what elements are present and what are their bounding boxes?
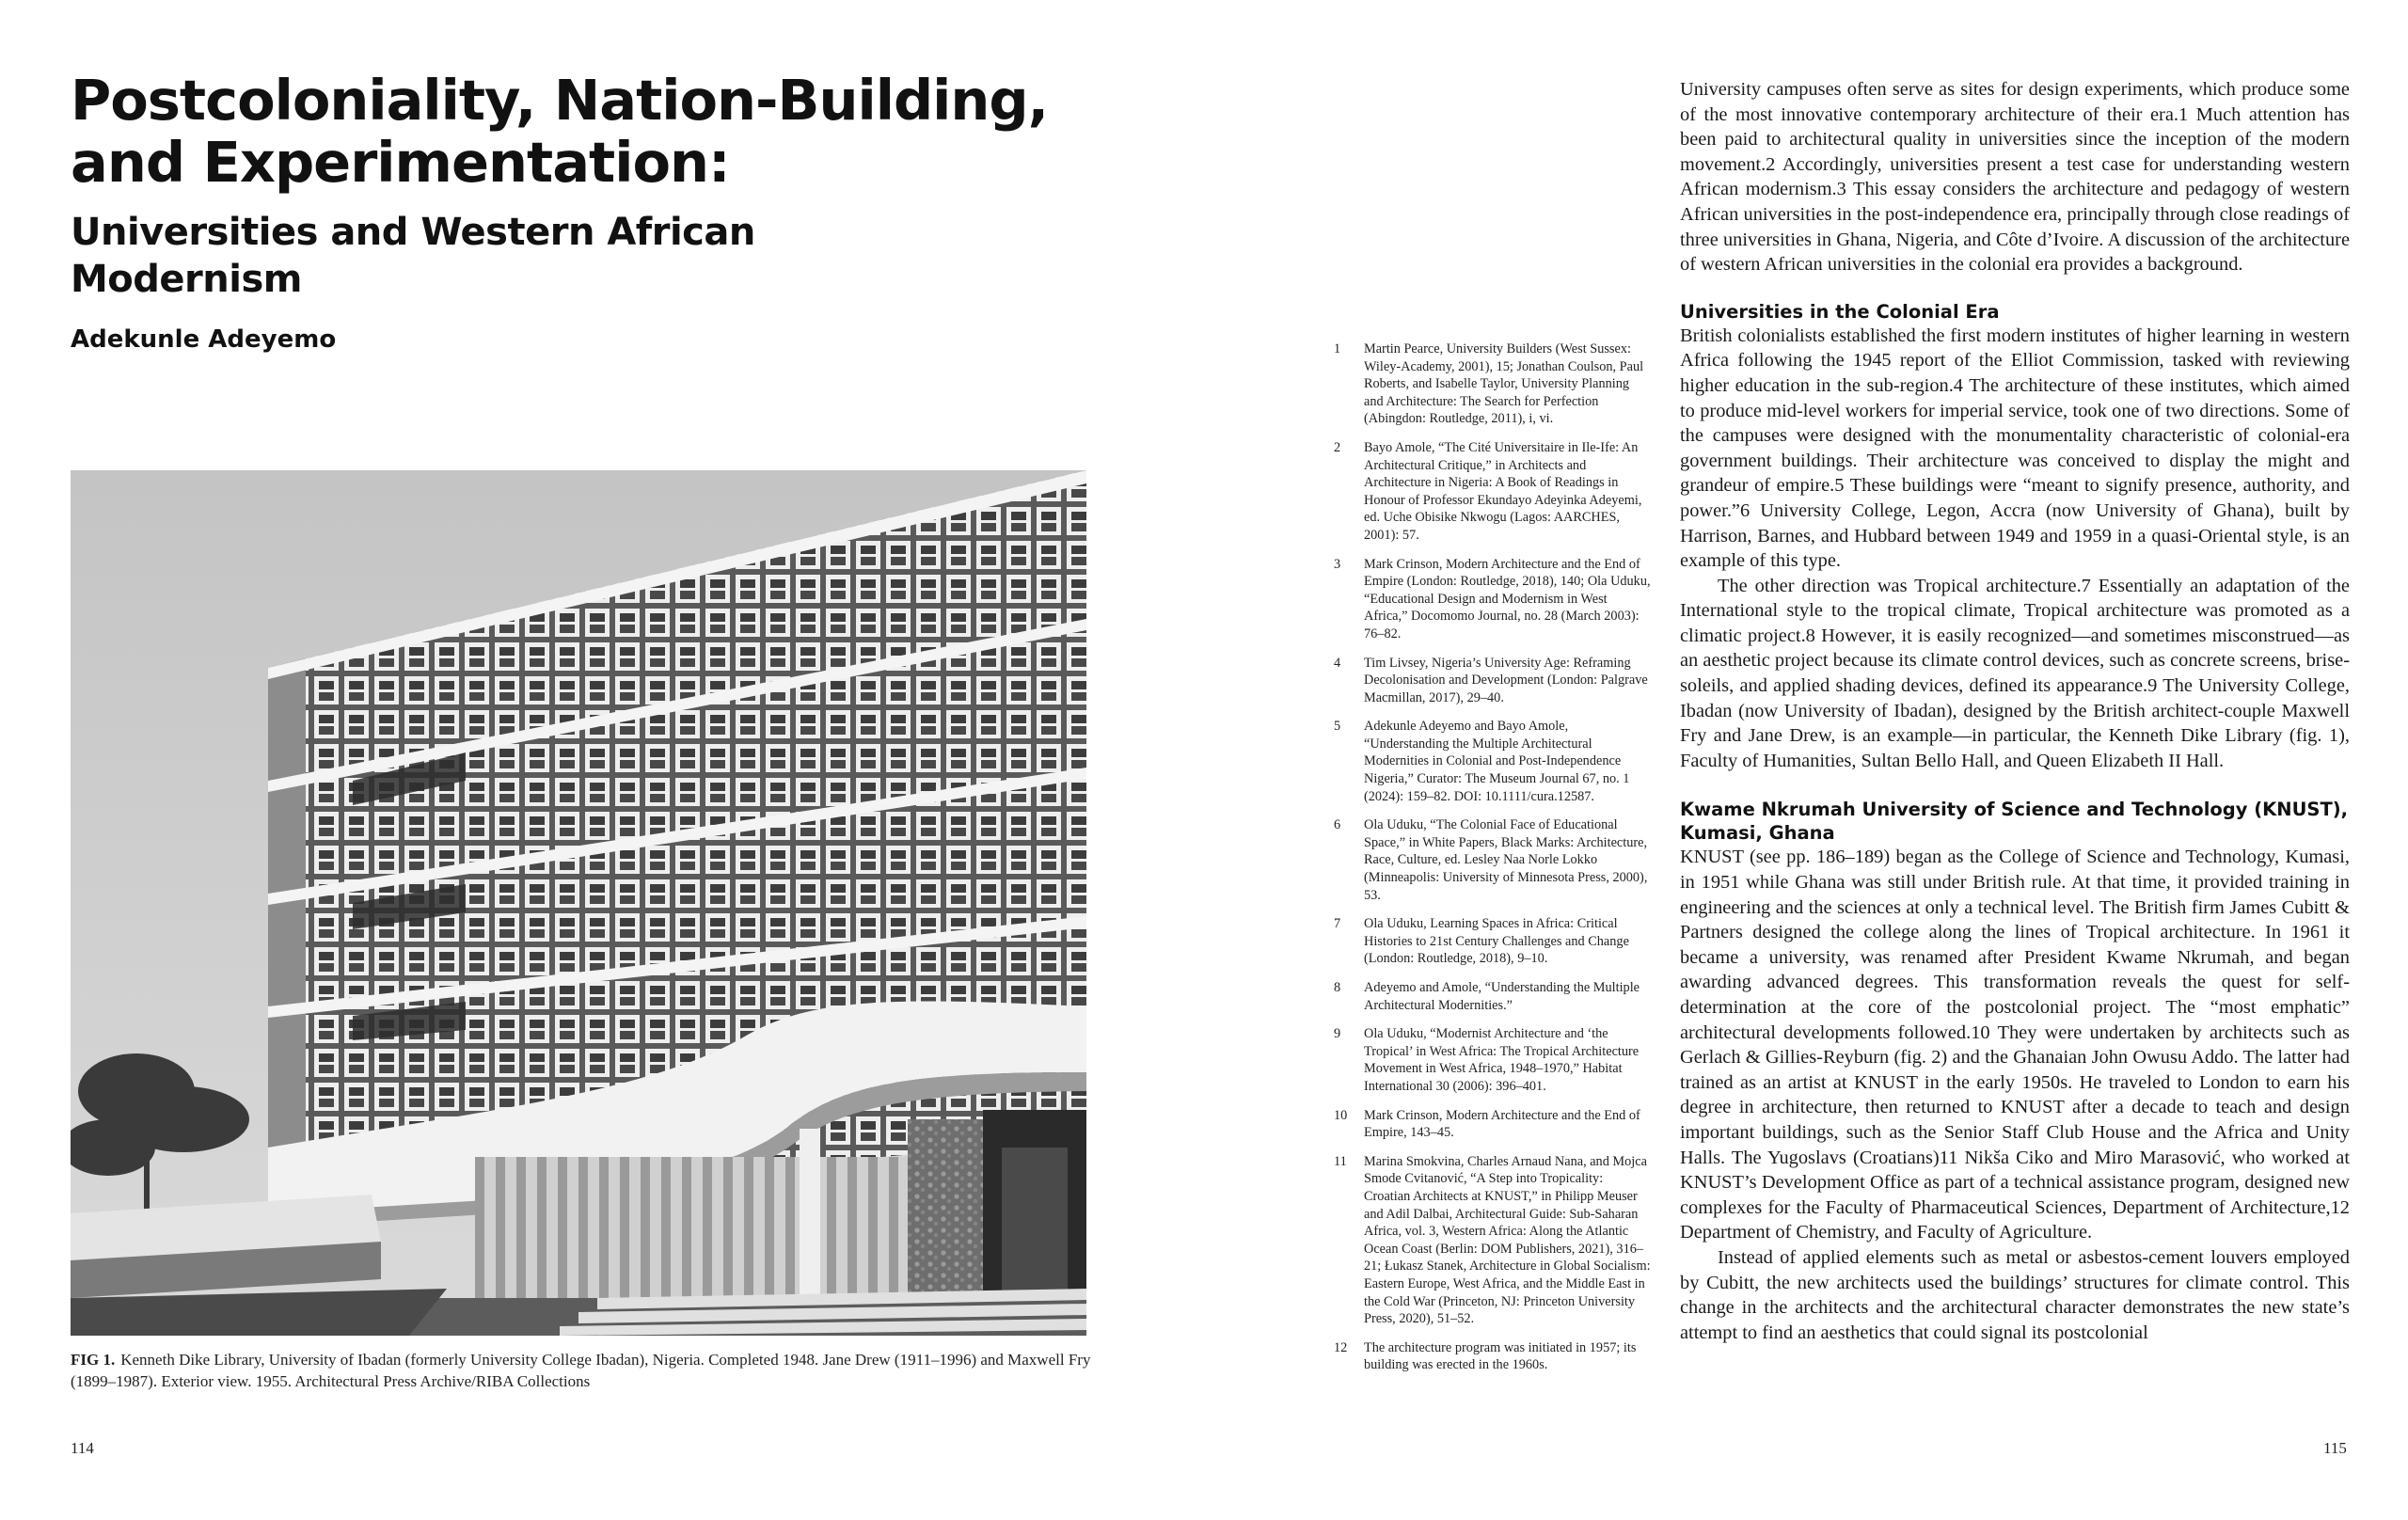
footnote <box>1334 556 1652 643</box>
footnote-number: 2 <box>1334 439 1341 455</box>
footnote-number: 11 <box>1334 1153 1347 1169</box>
footnote <box>1334 340 1652 428</box>
footnote-number: 9 <box>1334 1026 1341 1042</box>
body-column <box>1680 77 2350 1345</box>
footnote <box>1334 1339 1652 1374</box>
footnote <box>1334 439 1652 545</box>
body-paragraph: The other direction was Tropical architecture.7 Essentially an adaptation of the International style to the tropical climate, Tropical architecture was promoted as a climatic project.8 However, it is easily recognized—and sometimes misconstrued—as an aesthetic project because its climate control devices, such as concrete screens, brise-soleils, and applied shading devices, defined its appearance.9 The University College, Ibadan (now University of Ibadan), designed by the British architect-couple Maxwell Fry and Jane Drew, is an example—in particular, the Kenneth Dike Library (fig. 1), Faculty of Humanities, Sultan Bello Hall, and Queen Elizabeth II Hall. <box>1680 575 2350 771</box>
footnote-number: 3 <box>1334 556 1341 572</box>
figure-caption <box>71 1349 1096 1392</box>
footnote-text: Martin Pearce, University Builders (West Sussex: Wiley-Academy, 2001), 15; Jonathan Coulson, Paul Roberts, and Isabelle Taylor, University Planning and Architecture: The Search for Perfection (Abingdon: Routledge, 2011), i, vi. <box>1364 341 1644 427</box>
footnote <box>1334 816 1652 904</box>
footnote-text: Ola Uduku, “The Colonial Face of Educational Space,” in White Papers, Black Marks: Architecture, Race, Culture, ed. Lesley Naa Norle Lokko (Minneapolis: University of Minnesota Press, 2000), 53. <box>1364 817 1648 903</box>
footnote-text: Tim Livsey, Nigeria’s University Age: Reframing Decolonisation and Development (London: Palgrave Macmillan, 2017), 29–40. <box>1364 655 1648 705</box>
section-heading-knust: Kwame Nkrumah University of Science and Technology (KNUST), Kumasi, Ghana <box>1680 799 2349 845</box>
figure-photo-kenneth-dike-library <box>71 470 1086 1336</box>
article-title: Postcoloniality, Nation-Building, and Experimentation: <box>71 68 1049 195</box>
figure-label: FIG 1. <box>71 1351 116 1369</box>
footnote-number: 10 <box>1334 1107 1348 1123</box>
article-subtitle: Universities and Western African Modernism <box>71 211 755 301</box>
footnote-text: Ola Uduku, “Modernist Architecture and ‘the Tropical’ in West Africa: The Tropical Architecture Movement in West Africa, 1948–1970,” Habitat International 30 (2006): 396–401. <box>1364 1026 1640 1094</box>
footnote-text: Bayo Amole, “The Cité Universitaire in Ile-Ife: An Architectural Critique,” in Architects and Architecture in Nigeria: A Book of Readings in Honour of Professor Ekundayo Adeyinka Adeyemi, ed. Uche Obisike Nkwogu (Lagos: AARCHES, 2001): 57. <box>1364 439 1642 543</box>
footnote-text: Mark Crinson, Modern Architecture and the End of Empire, 143–45. <box>1364 1107 1640 1141</box>
footnote-text: Adekunle Adeyemo and Bayo Amole, “Understanding the Multiple Architectural Modernities in Colonial and Post-Independence Nigeria,” Curator: The Museum Journal 67, no. 1 (2024): 159–82. DOI: 10.1111/cura.12587. <box>1364 719 1630 804</box>
footnote-text: Ola Uduku, Learning Spaces in Africa: Critical Histories to 21st Century Challenges and Change (London: Routledge, 2018), 9–10. <box>1364 916 1629 967</box>
section-heading-colonial-era: Universities in the Colonial Era <box>1680 300 2000 323</box>
footnote-number: 1 <box>1334 341 1341 356</box>
footnote <box>1334 915 1652 968</box>
footnote <box>1334 979 1652 1014</box>
footnote-text: The architecture program was initiated in 1957; its building was erected in the 1960s. <box>1364 1339 1637 1373</box>
footnote-text: Adeyemo and Amole, “Understanding the Multiple Architectural Modernities.” <box>1364 980 1640 1013</box>
footnote-text: Marina Smokvina, Charles Arnaud Nana, and Mojca Smode Cvitanović, “A Step into Tropicality: Croatian Architects at KNUST,” in Philipp Meuser and Adil Dalbai, Architectural Guide: Sub-Saharan Africa, vol. 3, Western Africa: Along the Atlantic Ocean Coast (Berlin: DOM Publishers, 2021), 316–21; Łukasz Stanek, Architecture in Global Socialism: Eastern Europe, West Africa, and the Middle East in the Cold War (Princeton, NJ: Princeton University Press, 2020), 51–52. <box>1364 1153 1651 1327</box>
page-number-right: 115 <box>2323 1439 2347 1457</box>
footnote-number: 8 <box>1334 980 1341 995</box>
figure-caption-text: Kenneth Dike Library, University of Ibadan (formerly University College Ibadan), Nigeria. Completed 1948. Jane Drew (1911–1996) and Maxwell Fry (1899–1987). Exterior view. 1955. Architectural Press Archive/RIBA Collections <box>71 1351 1091 1390</box>
body-paragraph: Instead of applied elements such as metal or asbestos-cement louvers employed by Cubitt, the new architects used the buildings’ structures for climate control. This change in the architects and the architectural character demonstrates the new state’s attempt to find an aesthetics that could signal its postcolonial <box>1680 1246 2350 1343</box>
footnotes-list <box>1334 340 1652 1385</box>
footnote <box>1334 655 1652 707</box>
footnote <box>1334 1107 1652 1142</box>
footnote-number: 7 <box>1334 916 1341 932</box>
footnote-number: 5 <box>1334 719 1341 735</box>
footnote <box>1334 1025 1652 1095</box>
body-paragraph: British colonialists established the first modern institutes of higher learning in western Africa following the 1945 report of the Elliot Commission, tasked with reviewing higher education in the sub-region.4 The architecture of these institutes, which aimed to produce mid-level workers for imperial service, took one of two directions. Some of the campuses were designed with the monumentality characteristic of colonial-era government buildings. Their architecture was conceived to display the might and grandeur of empire.5 These buildings were “meant to signify presence, authority, and power.”6 University College, Legon, Accra (now University of Ghana), built by Harrison, Barnes, and Hubbard between 1949 and 1959 in a quasi-Oriental style, is an example of this type. <box>1680 325 2350 572</box>
footnote-number: 12 <box>1334 1339 1348 1355</box>
author-name: Adekunle Adeyemo <box>71 325 337 354</box>
footnote-number: 6 <box>1334 817 1341 833</box>
page-number-left: 114 <box>71 1439 94 1457</box>
intro-paragraph: University campuses often serve as sites for design experiments, which produce some of the most innovative contemporary architecture of their era.1 Much attention has been paid to architectural quality in universities since the inception of the modern movement.2 Accordingly, universities present a test case for understanding western African modernism.3 This essay considers the architecture and pedagogy of western African universities in the post-independence era, principally through close readings of three universities in Ghana, Nigeria, and Côte d’Ivoire. A discussion of the architecture of western African universities in the colonial era provides a background. <box>1680 79 2350 276</box>
footnote <box>1334 718 1652 805</box>
footnote-number: 4 <box>1334 655 1341 671</box>
body-paragraph: KNUST (see pp. 186–189) began as the College of Science and Technology, Kumasi, in 1951 while Ghana was still under British rule. At that time, it provided training in engineering and the sciences at only a technical level. The British firm James Cubitt & Partners designed the college along the lines of Tropical architecture. In 1961 it became a university, was renamed after President Kwame Nkrumah, and began awarding advanced degrees. This transformation reveals the quest for self-determination at the core of the postcolonial project. The “most emphatic” architectural developments followed.10 They were undertaken by architects such as Gerlach & Gillies-Reyburn (fig. 2) and the Ghanaian John Owusu Addo. The latter had trained as an artist at KNUST in the early 1950s. He traveled to London to earn his degree in architecture, then returned to KNUST after a decade to teach and design important buildings, such as the Senior Staff Club House and the Africa and Unity Halls. The Yugoslavs (Croatians)11 Nikša Ciko and Miro Marasović, who worked at KNUST’s Development Office as part of a technical assistance program, designed new complexes for the Faculty of Pharmaceutical Sciences, Department of Architecture,12 Department of Chemistry, and Faculty of Agriculture. <box>1680 847 2350 1243</box>
footnote <box>1334 1153 1652 1328</box>
footnote-text: Mark Crinson, Modern Architecture and the End of Empire (London: Routledge, 2018), 140; Ola Uduku, “Educational Design and Modernism in West Africa,” Docomomo Journal, no. 28 (March 2003): 76–82. <box>1364 556 1651 641</box>
